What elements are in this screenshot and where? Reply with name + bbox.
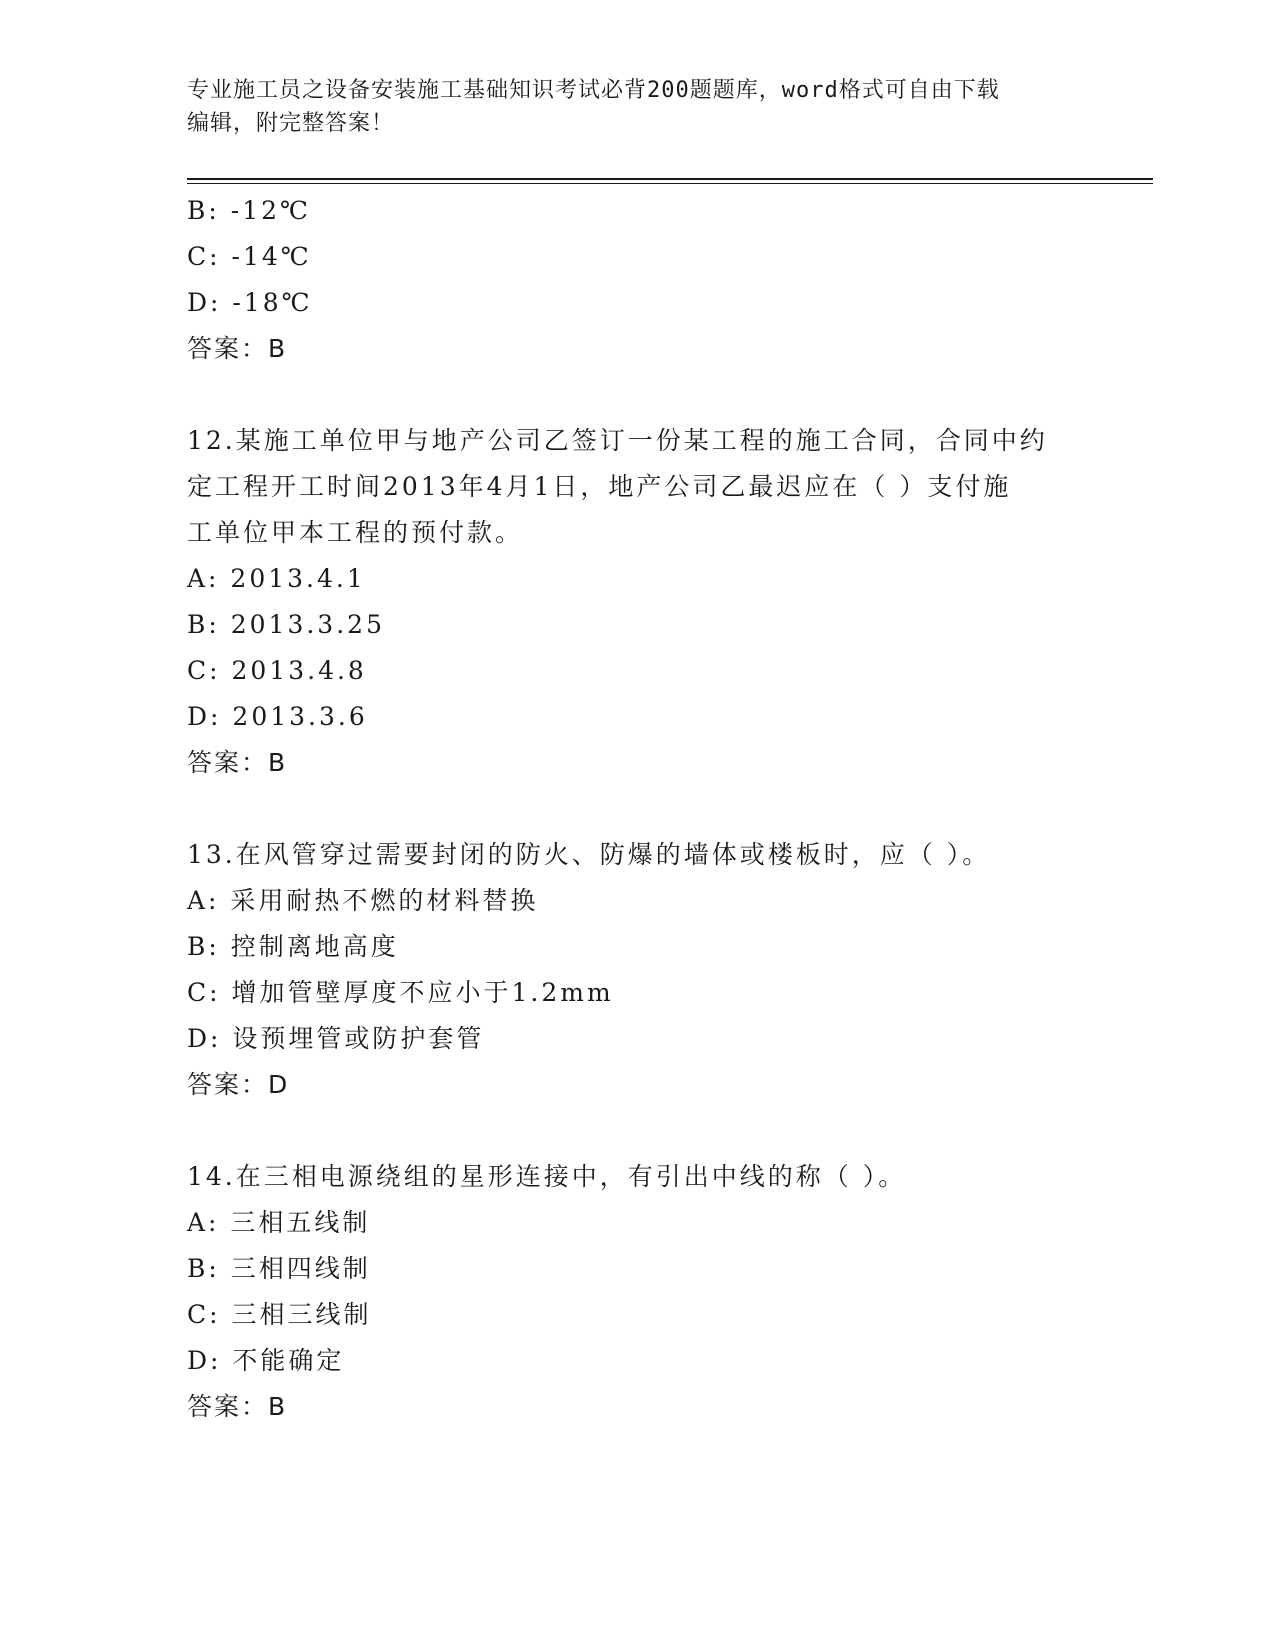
- header-divider-thin: [187, 183, 1153, 184]
- header-line-2: 编辑，附完整答案！: [187, 111, 395, 136]
- option-d: D: 2013.3.6: [187, 702, 368, 731]
- question-stem-line: 工单位甲本工程的预付款。: [187, 518, 524, 547]
- question-stem-line: 14.在三相电源绕组的星形连接中，有引出中线的称（ ）。: [187, 1162, 907, 1191]
- option-b: B: 2013.3.25: [187, 610, 385, 639]
- option-d: D: -18℃: [187, 288, 313, 317]
- question-stem-line: 12.某施工单位甲与地产公司乙签订一份某工程的施工合同，合同中约: [187, 426, 1048, 455]
- header-divider-thick: [187, 178, 1153, 180]
- answer-label: 答案：B: [187, 1392, 288, 1421]
- option-c: C: 增加管壁厚度不应小于1.2mm: [187, 978, 614, 1007]
- question-13: [187, 832, 1087, 1108]
- option-d: D: 不能确定: [187, 1346, 345, 1375]
- question-12: [187, 418, 1087, 786]
- question-stem-line: 13.在风管穿过需要封闭的防火、防爆的墙体或楼板时，应（ ）。: [187, 840, 991, 869]
- question-14: [187, 1154, 1087, 1430]
- question-stem-line: 定工程开工时间2013年4月1日，地产公司乙最迟应在（ ）支付施: [187, 472, 1012, 501]
- option-a: A: 2013.4.1: [187, 564, 366, 593]
- header-line-1: 专业施工员之设备安装施工基础知识考试必背200题题库，word格式可自由下载: [187, 78, 1000, 103]
- option-c: C: -14℃: [187, 242, 312, 271]
- option-b: B: 三相四线制: [187, 1254, 371, 1283]
- option-b: B: 控制离地高度: [187, 932, 399, 961]
- question-11-partial: [187, 188, 1087, 372]
- answer-label: 答案：B: [187, 748, 288, 777]
- option-b: B: -12℃: [187, 196, 311, 225]
- option-a: A: 三相五线制: [187, 1208, 371, 1237]
- question-spacer: [187, 1108, 1087, 1154]
- question-spacer: [187, 372, 1087, 418]
- document-body: [187, 188, 1087, 1430]
- option-c: C: 2013.4.8: [187, 656, 367, 685]
- answer-label: 答案：D: [187, 1070, 290, 1099]
- page-header: [187, 74, 1067, 140]
- option-a: A: 采用耐热不燃的材料替换: [187, 886, 539, 915]
- option-d: D: 设预埋管或防护套管: [187, 1024, 485, 1053]
- question-spacer: [187, 786, 1087, 832]
- option-c: C: 三相三线制: [187, 1300, 372, 1329]
- answer-label: 答案：B: [187, 334, 288, 363]
